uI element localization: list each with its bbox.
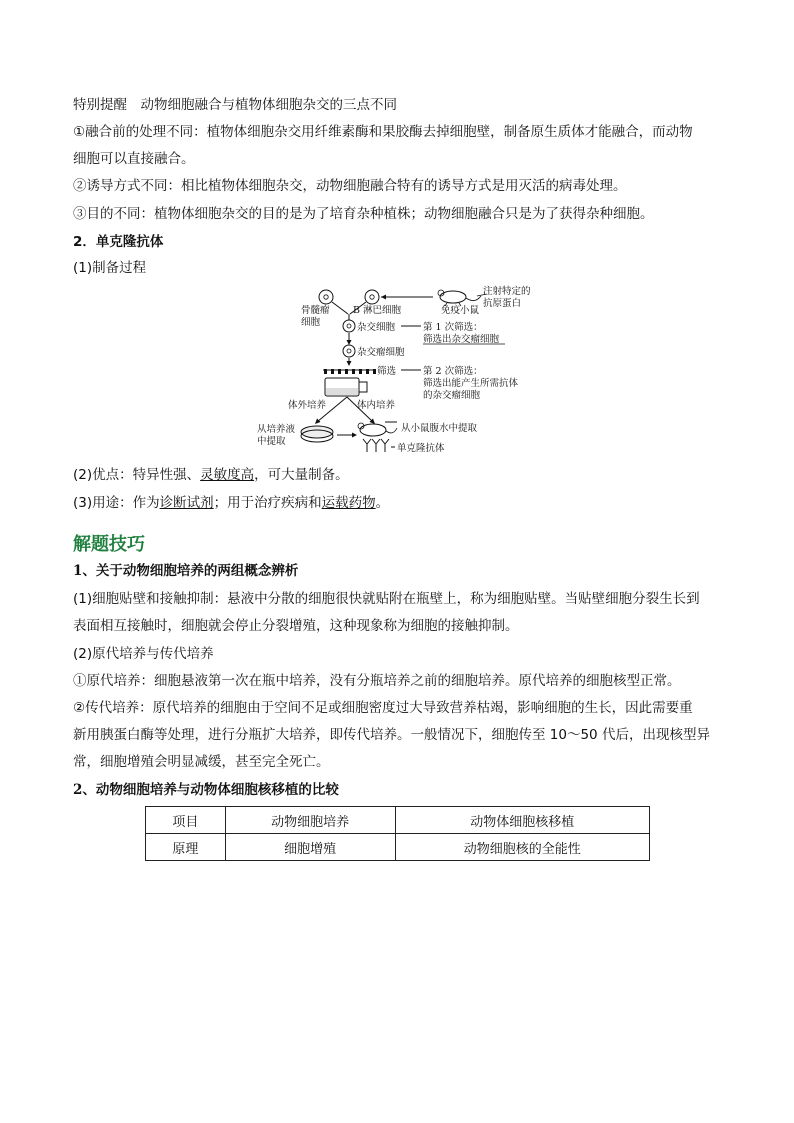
immune-mouse-label: 免疫小鼠 xyxy=(441,305,480,316)
tips-text-4c: 常，细胞增殖会明显减缓，甚至完全死亡。 xyxy=(73,754,330,770)
comparison-table xyxy=(145,806,650,861)
note-heading: 特别提醒 动物细胞融合与植物体细胞杂交的三点不同 xyxy=(73,97,397,113)
b-cell-label: B 淋巴细胞 xyxy=(353,305,402,316)
tips-text-2: (2)原代培养与传代培养 xyxy=(73,646,214,662)
screen1-label-2: 筛选出杂交瘤细胞 xyxy=(423,334,500,345)
tips-text-1a: (1)细胞贴壁和接触抑制：悬液中分散的细胞很快就贴附在瓶壁上，称为细胞贴壁。当贴壁细胞分裂生长到 xyxy=(73,591,700,607)
table-row xyxy=(146,834,650,861)
monoclonal-heading: 2．单克隆抗体 xyxy=(73,234,164,250)
use-prefix: (3)用途：作为 xyxy=(73,495,160,511)
table-header-row xyxy=(146,807,650,834)
tips-heading-1: 1、关于动物细胞培养的两组概念辨析 xyxy=(73,563,299,579)
in-vivo-label: 体内培养 xyxy=(357,400,396,411)
screen2-label-1: 第 2 次筛选： xyxy=(423,366,483,377)
antigen-label-1: 注射特定的 xyxy=(483,286,531,297)
note-item-1a: ①融合前的处理不同：植物体细胞杂交用纤维素酶和果胶酶去掉细胞壁，制备原生质体才能融合，而动物 xyxy=(73,124,693,140)
tips-text-4a: ②传代培养：原代培养的细胞由于空间不足或细胞密度过大导致营养枯竭，影响细胞的生长，因此需要重 xyxy=(73,700,693,716)
tips-section-title: 解题技巧 xyxy=(73,534,145,555)
use-suffix: 。 xyxy=(375,495,390,511)
preparation-subheading: (1)制备过程 xyxy=(73,260,147,276)
mab-label: 单克隆抗体 xyxy=(397,443,445,454)
use-drug-carrier: 运载药物 xyxy=(321,495,376,511)
mouse-icon-2 xyxy=(358,423,397,436)
adv-prefix: (2)优点：特异性强、 xyxy=(73,467,201,483)
screen2-label-3: 的杂交瘤细胞 xyxy=(423,390,481,401)
note-item-1b: 细胞可以直接融合。 xyxy=(73,151,195,167)
from-ascites-label: 从小鼠腹水中提取 xyxy=(401,423,478,434)
hybridoma-label: 杂交瘤细胞 xyxy=(357,347,405,358)
table-cell: 动物体细胞核移植 xyxy=(395,807,650,834)
in-vitro-label: 体外培养 xyxy=(288,400,327,411)
mouse-icon xyxy=(438,290,481,306)
antibody-icon xyxy=(363,439,389,452)
tips-heading-2: 2、动物细胞培养与动物体细胞核移植的比较 xyxy=(73,782,339,798)
myeloma-label-1: 骨髓瘤 xyxy=(301,305,330,316)
use-mid: ；用于治疗疾病和 xyxy=(213,495,322,511)
culture-bottle-icon xyxy=(325,378,367,396)
table-cell: 细胞增殖 xyxy=(225,834,395,861)
antigen-label-2: 抗原蛋白 xyxy=(483,298,522,309)
advantages-line xyxy=(73,466,349,484)
adv-suffix: ，可大量制备。 xyxy=(254,467,349,483)
screen2-label-2: 筛选出能产生所需抗体 xyxy=(423,378,519,389)
note-item-2: ②诱导方式不同：相比植物体细胞杂交，动物细胞融合特有的诱导方式是用灭活的病毒处理。 xyxy=(73,178,627,194)
screen1-label-1: 第 1 次筛选： xyxy=(423,322,483,333)
from-medium-label-1: 从培养液 xyxy=(257,424,296,435)
note-item-3: ③目的不同：植物体细胞杂交的目的是为了培育杂种植株；动物细胞融合只是为了获得杂种细胞。 xyxy=(73,206,654,222)
hybrid-cell-label: 杂交细胞 xyxy=(357,322,396,333)
tips-text-3: ①原代培养：细胞悬液第一次在瓶中培养，没有分瓶培养之前的细胞培养。原代培养的细胞核型正常。 xyxy=(73,673,681,689)
tips-text-1b: 表面相互接触时，细胞就会停止分裂增殖，这种现象称为细胞的接触抑制。 xyxy=(73,618,519,634)
tips-text-4b: 新用胰蛋白酶等处理，进行分瓶扩大培养，即传代培养。一般情况下，细胞传至 10～50 代后，出现核型异 xyxy=(73,727,710,743)
uses-line xyxy=(73,494,389,512)
table-cell: 动物细胞核的全能性 xyxy=(395,834,650,861)
screen-label: 筛选 xyxy=(377,366,397,377)
petri-dish-icon xyxy=(301,426,333,442)
monoclonal-antibody-diagram xyxy=(255,284,555,459)
use-diagnostic: 诊断试剂 xyxy=(159,495,214,511)
adv-sensitivity: 灵敏度高 xyxy=(200,467,255,483)
from-medium-label-2: 中提取 xyxy=(257,436,286,447)
table-cell: 原理 xyxy=(146,834,226,861)
myeloma-label-2: 细胞 xyxy=(301,317,321,328)
table-cell: 动物细胞培养 xyxy=(225,807,395,834)
table-cell: 项目 xyxy=(146,807,226,834)
